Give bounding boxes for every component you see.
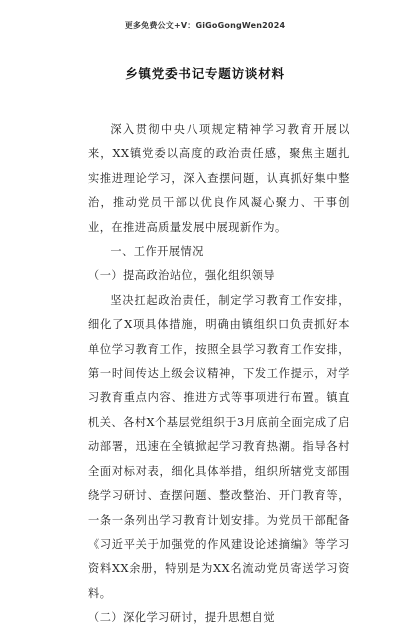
document-title: 乡镇党委书记专题访谈材料 xyxy=(125,66,285,81)
subsection-one-paragraph: 坚决扛起政治责任，制定学习教育工作安排，细化了X项具体措施，明确由镇组织口负责抓好本单位学习教育工作，按照全县学习教育工作安排，第一时间传达上级会议精神，下发工作提示，对学习教育重点内容、推进方式等事项进行布置。镇直机关、各村X个基层党组织于3月底前全面完成了启动部署，迅速在全镇掀起学习教育热潮。指导各村全面对标对表，细化具体举措，组织所辖党支部围绕学习研讨、查摆问题、整改整治、开门教育等，一条一条列出学习教育计划安排。为党员干部配备《习近平关于加强党的作风建设论述摘编》等学习资料XX余册，特别是为XX名流动党员寄送学习资料。 xyxy=(88,293,350,600)
subsection-two-heading: （二）深化学习研讨，提升思想自觉 xyxy=(88,611,276,625)
section-one-heading: 一、工作开展情况 xyxy=(110,245,204,259)
intro-paragraph: 深入贯彻中央八项规定精神学习教育开展以来，XX镇党委以高度的政治责任感，聚焦主题扎实推进理论学习，深入查摆问题，认真抓好集中整治，推动党员干部以优良作风凝心聚力、干事创业，在推进高质量发展中展现新作为。 xyxy=(88,123,350,234)
document-body xyxy=(88,118,350,631)
subsection-one-heading: （一）提高政治站位，强化组织领导 xyxy=(88,269,276,283)
header-note: 更多免费公文+V：GiGoGongWen2024 xyxy=(124,21,286,30)
